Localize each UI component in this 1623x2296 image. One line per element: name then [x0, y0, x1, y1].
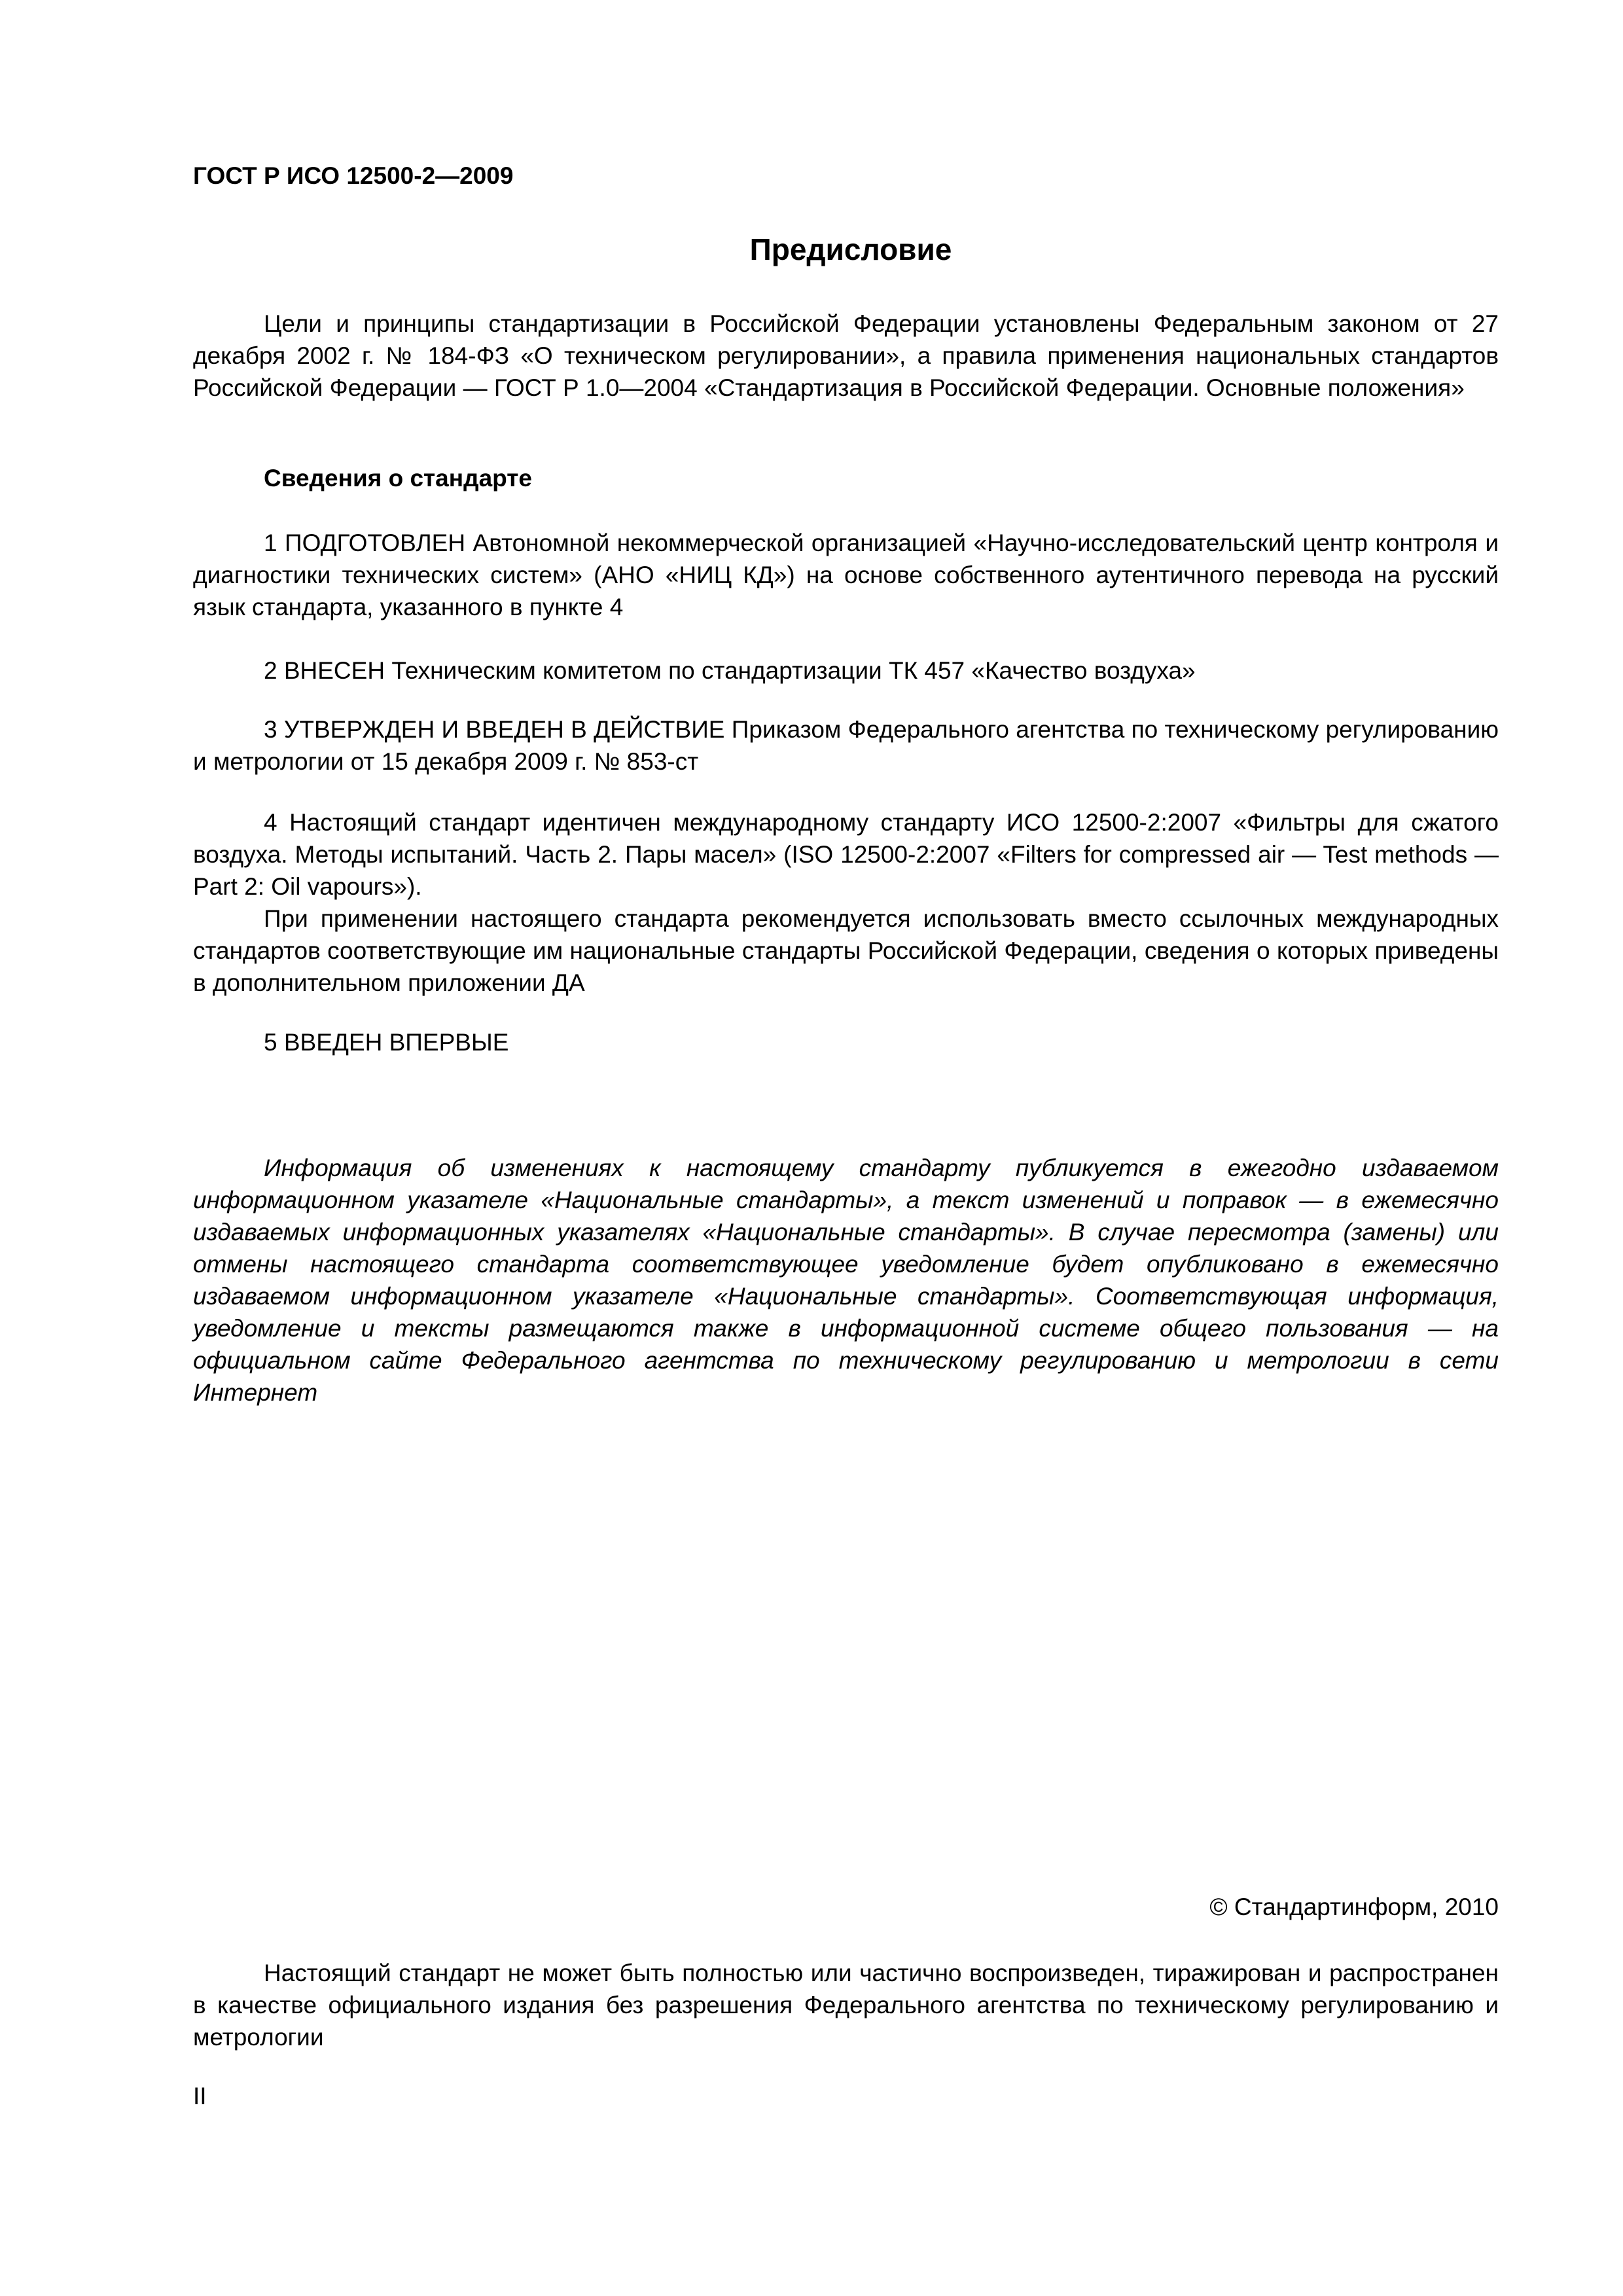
copyright-notice: © Стандартинформ, 2010: [1209, 1893, 1499, 1920]
intro-paragraph: Цели и принципы стандартизации в Российской Федерации установлены Федеральным законом от 27 декабря 2002 г. № 184-ФЗ «О техническом регулировании», а правила применения национальных стандартов Российской Федерации — ГОСТ Р 1.0—2004 «Стандартизация в Российской Федерации. Основные положения»: [193, 310, 1499, 401]
document-code-header: ГОСТ Р ИСО 12500-2—2009: [193, 162, 514, 189]
item-2-section: [193, 655, 1499, 687]
item-1-section: [193, 527, 1499, 623]
item-4: 4 Настоящий стандарт идентичен международному стандарту ИСО 12500-2:2007 «Фильтры для сжатого воздуха. Методы испытаний. Часть 2. Пары масел» (ISO 12500-2:2007 «Filters for compressed air — Test methods — Part 2: Oil vapours»).: [193, 809, 1499, 900]
page-number: II: [193, 2083, 207, 2109]
item-4-section: [193, 806, 1499, 999]
changes-info-paragraph: Информация об изменениях к настоящему стандарту публикуется в ежегодно издаваемом информационном указателе «Национальные стандарты», а текст изменений и поправок — в ежемесячно издаваемых информационных указателях «Национальные стандарты». В случае пересмотра (замены) или отмены настоящего стандарта соответствующее уведомление будет опубликовано в ежемесячно издаваемом информационном указателе «Национальные стандарты». Соответствующая информация, уведомление и тексты размещаются также в информационной системе общего пользования — на официальном сайте Федерального агентства по техническому регулированию и метрологии в сети Интернет: [193, 1155, 1499, 1406]
changes-info-section: [193, 1152, 1499, 1408]
page-title: Предисловие: [749, 232, 952, 266]
item-3: 3 УТВЕРЖДЕН И ВВЕДЕН В ДЕЙСТВИЕ Приказом Федерального агентства по техническому регулированию и метрологии от 15 декабря 2009 г. № 853-ст: [193, 716, 1499, 775]
reproduction-notice: Настоящий стандарт не может быть полностью или частично воспроизведен, тиражирован и распространен в качестве официального издания без разрешения Федерального агентства по техническому регулированию и метрологии: [193, 1960, 1499, 2051]
item-2: 2 ВНЕСЕН Техническим комитетом по стандартизации ТК 457 «Качество воздуха»: [264, 657, 1196, 684]
item-4-note: При применении настоящего стандарта рекомендуется использовать вместо ссылочных международных стандартов соответствующие им национальные стандарты Российской Федерации, сведения о которых приведены в дополнительном приложении ДА: [193, 905, 1499, 996]
reproduction-section: [193, 1957, 1499, 2053]
item-5-section: [193, 1026, 1499, 1058]
item-3-section: [193, 713, 1499, 778]
info-heading: Сведения о стандарте: [264, 465, 532, 492]
item-5: 5 ВВЕДЕН ВПЕРВЫЕ: [264, 1029, 509, 1056]
intro-section: [193, 308, 1499, 404]
item-1: 1 ПОДГОТОВЛЕН Автономной некоммерческой организацией «Научно-исследовательский центр контроля и диагностики технических систем» (АНО «НИЦ КД») на основе собственного аутентичного перевода на русский язык стандарта, указанного в пункте 4: [193, 529, 1499, 620]
